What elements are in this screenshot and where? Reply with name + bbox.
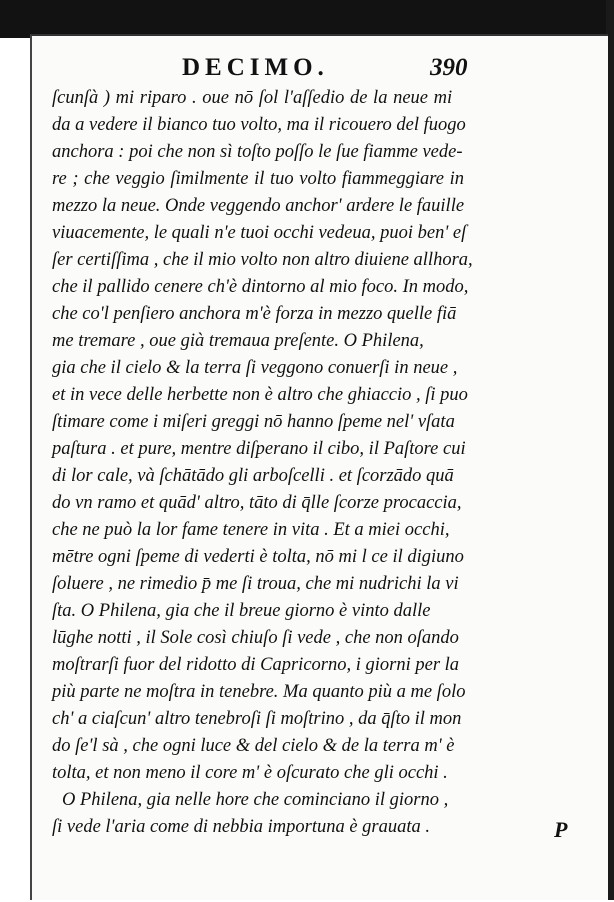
text-line: ſtimare come i miſeri greggi nō hanno ſpeme nel' vſata (52, 412, 455, 432)
text-line: ſoluere , ne rimedio p̄ me ſi troua, che mi nudrichi la vi (52, 574, 459, 594)
text-line: mētre ogni ſpeme di vederti è tolta, nō mi l ce il digiuno (52, 547, 464, 567)
running-head: DECIMO. (182, 54, 329, 81)
text-line: viuacemente, le quali n'e tuoi occhi vedeua, puoi ben' eſ (52, 223, 467, 243)
text-line: che ne può la lor fame tenere in vita . Et a miei occhi, (52, 520, 450, 540)
text-line: anchora : poi che non sì toſto poſſo le ſue fiamme vede- (52, 142, 463, 162)
signature-mark: P (554, 817, 568, 842)
scan-border-top (0, 0, 614, 38)
book-page (30, 34, 608, 900)
text-line: moſtrarſi fuor del ridotto di Capricorno, i giorni per la (52, 655, 460, 675)
text-line: più parte ne moſtra in tenebre. Ma quanto più a me ſolo (52, 682, 466, 702)
text-line: paſtura . et pure, mentre diſperano il cibo, il Paſtore cui (52, 439, 466, 459)
page-number: 390 (430, 54, 468, 81)
text-line: ſi vede l'aria come di nebbia importuna è grauata . (52, 817, 431, 837)
text-line: ch' a ciaſcun' altro tenebroſi ſi moſtrino , da q̄ſto il mon (52, 709, 462, 729)
text-line: da a vedere il bianco tuo volto, ma il ricouero del fuogo (52, 115, 466, 135)
text-line: mezzo la neue. Onde veggendo anchor' ardere le fauille (52, 196, 465, 216)
text-line: O Philena, gia nelle hore che cominciano il giorno , (62, 790, 449, 810)
text-line: che il pallido cenere ch'è dintorno al mio foco. In modo, (52, 277, 469, 297)
text-line: ſta. O Philena, gia che il breue giorno è vinto dalle (52, 601, 431, 621)
text-line: do ſe'l sà , che ogni luce & del cielo & de la terra m' è (52, 736, 455, 756)
body-text (32, 36, 610, 902)
text-line: lūghe notti , il Sole così chiuſo ſi vede , che non oſando (52, 628, 459, 648)
text-line: me tremare , oue già tremaua preſente. O Philena, (52, 331, 424, 351)
text-line: ſer certiſſima , che il mio volto non altro diuiene allhora, (52, 250, 473, 270)
text-line: gia che il cielo & la terra ſi veggono conuerſi in neue , (52, 358, 458, 378)
text-line: re ; che veggio ſimilmente il tuo volto fiammeggiare in (52, 169, 464, 189)
text-line: che co'l penſiero anchora m'è forza in mezzo quelle fiā (52, 304, 457, 324)
text-line: tolta, et non meno il core m' è oſcurato che gli occhi . (52, 763, 448, 783)
text-line: et in vece delle herbette non è altro che ghiaccio , ſi puo (52, 385, 468, 405)
text-line: ſcunſà ) mi riparo . oue nō ſol l'aſſedio de la neue mi (52, 88, 453, 108)
text-line: di lor cale, và ſchātādo gli arboſcelli . et ſcorzādo quā (52, 466, 454, 486)
text-line: do vn ramo et quād' altro, tāto di q̄lle ſcorze procaccia, (52, 493, 462, 513)
